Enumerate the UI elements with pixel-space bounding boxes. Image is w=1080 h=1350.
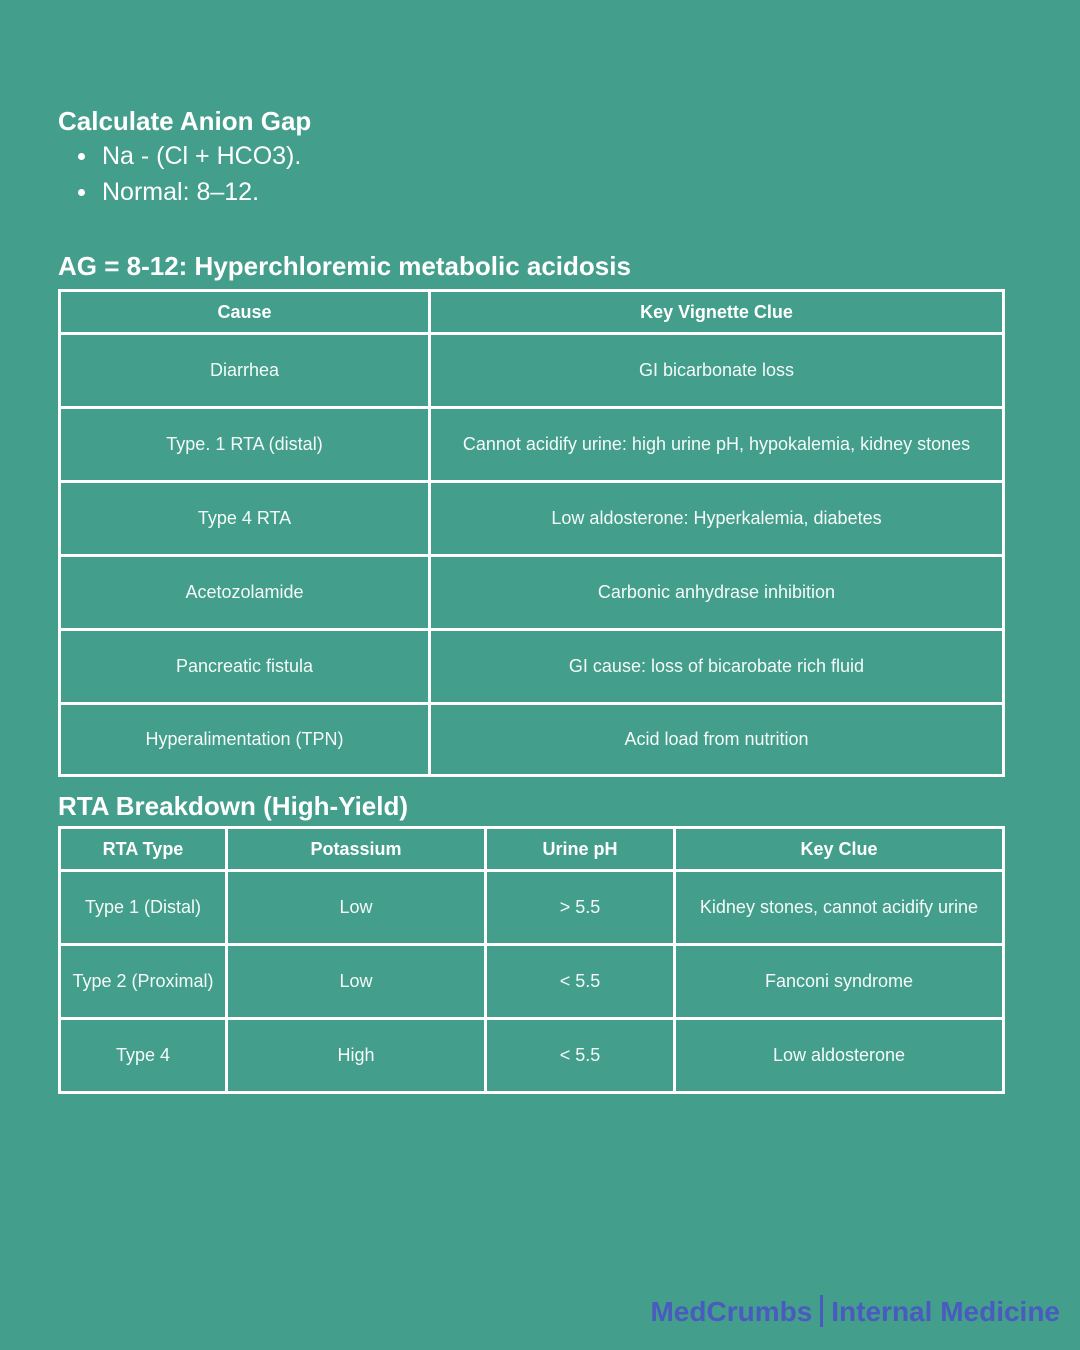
cause-cell: Diarrhea [60, 334, 430, 408]
table-header-row [60, 828, 1004, 871]
clue-cell: GI cause: loss of bicarobate rich fluid [430, 630, 1004, 704]
key-clue-cell: Low aldosterone [675, 1019, 1004, 1093]
brand-divider [820, 1295, 823, 1327]
table-row [60, 408, 1004, 482]
brand-name: MedCrumbs [650, 1296, 813, 1327]
column-header-potassium: Potassium [227, 828, 486, 871]
rta-type-cell: Type 1 (Distal) [60, 871, 227, 945]
cause-cell: Hyperalimentation (TPN) [60, 704, 430, 776]
rta-type-cell: Type 2 (Proximal) [60, 945, 227, 1019]
column-header-key-clue: Key Clue [675, 828, 1004, 871]
clue-cell: Acid load from nutrition [430, 704, 1004, 776]
brand-footer [650, 1296, 1060, 1330]
clue-cell: Carbonic anhydrase inhibition [430, 556, 1004, 630]
column-header-key-vignette-clue: Key Vignette Clue [430, 291, 1004, 334]
column-header-cause: Cause [60, 291, 430, 334]
clue-cell: Cannot acidify urine: high urine pH, hypokalemia, kidney stones [430, 408, 1004, 482]
ag-causes-table [58, 289, 1005, 777]
table-row [60, 630, 1004, 704]
potassium-cell: Low [227, 871, 486, 945]
anion-gap-title: Calculate Anion Gap [58, 106, 312, 136]
brand-specialty: Internal Medicine [831, 1296, 1060, 1327]
urine-ph-cell: < 5.5 [486, 1019, 675, 1093]
bullet-item [78, 174, 1008, 210]
key-clue-cell: Kidney stones, cannot acidify urine [675, 871, 1004, 945]
rta-type-cell: Type 4 [60, 1019, 227, 1093]
anion-gap-section [58, 104, 1008, 210]
clue-cell: Low aldosterone: Hyperkalemia, diabetes [430, 482, 1004, 556]
column-header-urine-ph: Urine pH [486, 828, 675, 871]
table-header-row [60, 291, 1004, 334]
urine-ph-cell: > 5.5 [486, 871, 675, 945]
rta-breakdown-table [58, 826, 1005, 1094]
cause-cell: Acetozolamide [60, 556, 430, 630]
table-row [60, 482, 1004, 556]
bullet-dot-icon [78, 189, 85, 196]
bullet-item [78, 138, 1008, 174]
table-row [60, 556, 1004, 630]
table-row [60, 704, 1004, 776]
clue-cell: GI bicarbonate loss [430, 334, 1004, 408]
urine-ph-cell: < 5.5 [486, 945, 675, 1019]
cause-cell: Pancreatic fistula [60, 630, 430, 704]
key-clue-cell: Fanconi syndrome [675, 945, 1004, 1019]
anion-gap-bullets [58, 138, 1008, 210]
rta-section-title: RTA Breakdown (High-Yield) [58, 791, 409, 821]
bullet-text: Na - (Cl + HCO3). [102, 142, 302, 170]
ag-section-title: AG = 8-12: Hyperchloremic metabolic acidosis [58, 251, 631, 281]
potassium-cell: Low [227, 945, 486, 1019]
table-row [60, 1019, 1004, 1093]
table-row [60, 945, 1004, 1019]
column-header-rta-type: RTA Type [60, 828, 227, 871]
bullet-dot-icon [78, 153, 85, 160]
table-row [60, 334, 1004, 408]
potassium-cell: High [227, 1019, 486, 1093]
bullet-text: Normal: 8–12. [102, 178, 260, 206]
cause-cell: Type. 1 RTA (distal) [60, 408, 430, 482]
cause-cell: Type 4 RTA [60, 482, 430, 556]
table-row [60, 871, 1004, 945]
